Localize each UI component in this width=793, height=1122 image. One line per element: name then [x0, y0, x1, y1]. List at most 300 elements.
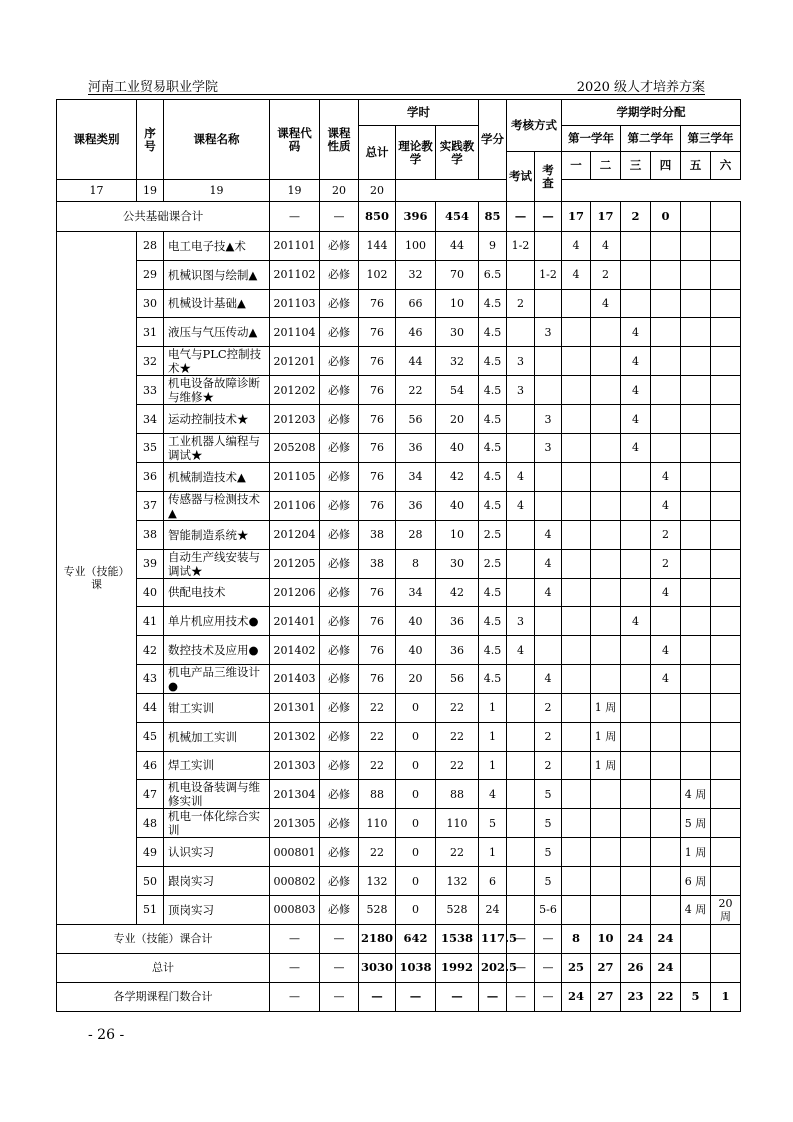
cell-term	[681, 347, 711, 376]
th-nature: 课程性质	[320, 100, 359, 180]
cell-check: 5	[535, 867, 562, 896]
cell-practice: 36	[436, 607, 479, 636]
cell-theory: 40	[396, 636, 436, 665]
cell-total: 76	[359, 462, 396, 491]
cell-term: 4	[591, 289, 621, 318]
cell-exam: —	[507, 924, 535, 953]
cell-term: 24	[651, 953, 681, 982]
cell-term: 2	[591, 260, 621, 289]
cell-code: 000802	[270, 867, 320, 896]
cell-term: 4	[621, 376, 651, 405]
cell-term	[591, 405, 621, 434]
cell-term: 4	[621, 433, 651, 462]
cell-check: —	[535, 202, 562, 232]
cell-term	[591, 607, 621, 636]
cell-theory: 22	[396, 376, 436, 405]
cell-nature: 必修	[320, 722, 359, 751]
page-number: - 26 -	[88, 1027, 125, 1043]
cell-code: 201103	[270, 289, 320, 318]
cell-term	[681, 607, 711, 636]
cell-check: 4	[535, 549, 562, 578]
cell-code: —	[270, 953, 320, 982]
cell-total: —	[359, 982, 396, 1011]
cell-term	[681, 578, 711, 607]
cell-practice: 88	[436, 780, 479, 809]
th-check: 考查	[535, 152, 562, 202]
cell-seq: 50	[137, 867, 164, 896]
cell-term	[562, 809, 591, 838]
cell-credit: 4.5	[479, 607, 507, 636]
cell-course-name: 机电一体化综合实训	[164, 809, 270, 838]
cell-exam	[507, 838, 535, 867]
cell-term	[651, 838, 681, 867]
cell-nature: 必修	[320, 751, 359, 780]
cell-term	[591, 664, 621, 693]
cell-code: 201305	[270, 809, 320, 838]
cell-code: 201201	[270, 347, 320, 376]
cell-nature: 必修	[320, 636, 359, 665]
cell-exam: —	[507, 953, 535, 982]
cell-practice: 10	[436, 289, 479, 318]
cell-nature: 必修	[320, 405, 359, 434]
th-year2: 第二学年	[621, 126, 681, 152]
cell-term: 10	[591, 924, 621, 953]
cell-practice: 70	[436, 260, 479, 289]
cell-term	[591, 867, 621, 896]
cell-check: 2	[535, 722, 562, 751]
cell-term	[651, 289, 681, 318]
cell-exam	[507, 664, 535, 693]
cell-credit: 4.5	[479, 289, 507, 318]
course-row	[57, 289, 741, 318]
cell-course-name: 顶岗实习	[164, 895, 270, 924]
cell-term: 4	[651, 462, 681, 491]
cell-credit: 4.5	[479, 462, 507, 491]
cell-total: 76	[359, 433, 396, 462]
cell-term: 24	[621, 924, 651, 953]
cell-nature: 必修	[320, 664, 359, 693]
th-seq: 序号	[137, 100, 164, 180]
cell-term	[562, 838, 591, 867]
cell-term	[651, 867, 681, 896]
cell-seq: 28	[137, 232, 164, 261]
cell-practice: 42	[436, 462, 479, 491]
cell-term: 22	[651, 982, 681, 1011]
cell-term	[562, 318, 591, 347]
cell-term	[711, 838, 741, 867]
cell-total: 76	[359, 664, 396, 693]
cell-credit: 4.5	[479, 347, 507, 376]
cell-practice: 528	[436, 895, 479, 924]
cell-exam: 3	[507, 376, 535, 405]
cell-check	[535, 607, 562, 636]
cell-credit: 4.5	[479, 664, 507, 693]
cell-credit: 4.5	[479, 636, 507, 665]
cell-exam: 3	[507, 607, 535, 636]
cell-total: 76	[359, 376, 396, 405]
cell-theory: 0	[396, 722, 436, 751]
course-row	[57, 722, 741, 751]
cell-total: 22	[359, 722, 396, 751]
cell-nature: —	[320, 202, 359, 232]
cell-nature: 必修	[320, 780, 359, 809]
cell-check: 5-6	[535, 895, 562, 924]
cell-term: 1 周	[681, 838, 711, 867]
cell-nature: 必修	[320, 549, 359, 578]
cell-code: 201403	[270, 664, 320, 693]
cell-term	[562, 780, 591, 809]
cell-course-name: 单片机应用技术●	[164, 607, 270, 636]
header-row-4	[57, 180, 741, 202]
cell-term	[681, 433, 711, 462]
cell-term	[711, 636, 741, 665]
course-row	[57, 895, 741, 924]
cell-theory: 20	[396, 664, 436, 693]
cell-theory: 8	[396, 549, 436, 578]
cell-code: 201203	[270, 405, 320, 434]
cell-term	[562, 751, 591, 780]
cell-total: 850	[359, 202, 396, 232]
cell-practice: 132	[436, 867, 479, 896]
cell-total: 38	[359, 549, 396, 578]
cell-term	[681, 520, 711, 549]
cell-practice: 56	[436, 664, 479, 693]
th-exam-mode: 考核方式	[507, 100, 562, 152]
cell-practice: —	[436, 982, 479, 1011]
cell-theory: 0	[396, 693, 436, 722]
cell-code: 201303	[270, 751, 320, 780]
cell-term	[621, 664, 651, 693]
cell-term	[621, 260, 651, 289]
cell-exam	[507, 433, 535, 462]
cell-term	[651, 722, 681, 751]
cell-term	[681, 924, 711, 953]
cell-term	[621, 693, 651, 722]
school-name: 河南工业贸易职业学院	[88, 80, 219, 95]
course-row	[57, 549, 741, 578]
cell-theory: 44	[396, 347, 436, 376]
cell-total: 76	[359, 318, 396, 347]
cell-course-name: 认识实习	[164, 838, 270, 867]
cell-credit: 202.5	[479, 953, 507, 982]
cell-exam: 2	[507, 289, 535, 318]
cell-practice: 44	[436, 232, 479, 261]
cell-theory: 0	[396, 780, 436, 809]
course-row	[57, 578, 741, 607]
cell-term	[651, 347, 681, 376]
cell-term	[651, 433, 681, 462]
cell-term: 17	[562, 202, 591, 232]
cell-term	[591, 895, 621, 924]
cell-term	[651, 809, 681, 838]
cell-check	[535, 636, 562, 665]
cell-term	[681, 549, 711, 578]
cell-exam: 1-2	[507, 232, 535, 261]
cell-code: 201206	[270, 578, 320, 607]
cell-term	[562, 376, 591, 405]
cell-practice: 32	[436, 347, 479, 376]
th-week: 17	[57, 180, 137, 202]
cell-term: 27	[591, 982, 621, 1011]
cell-term	[621, 895, 651, 924]
cell-term	[651, 780, 681, 809]
th-hours: 学时	[359, 100, 479, 126]
cell-code: 201106	[270, 491, 320, 520]
cell-seq: 45	[137, 722, 164, 751]
cell-term	[711, 202, 741, 232]
cell-term	[651, 895, 681, 924]
cell-seq: 44	[137, 693, 164, 722]
cell-total: 76	[359, 578, 396, 607]
cell-term	[591, 347, 621, 376]
cell-term	[681, 376, 711, 405]
cell-term: 4	[562, 232, 591, 261]
course-row	[57, 376, 741, 405]
cell-course-name: 机电产品三维设计●	[164, 664, 270, 693]
cell-term	[681, 491, 711, 520]
cell-code: 201105	[270, 462, 320, 491]
cell-total: 76	[359, 607, 396, 636]
cell-seq: 42	[137, 636, 164, 665]
cell-term	[651, 260, 681, 289]
cell-total: 2180	[359, 924, 396, 953]
cell-term	[711, 491, 741, 520]
cell-term	[711, 953, 741, 982]
cell-seq: 51	[137, 895, 164, 924]
cell-credit: 1	[479, 751, 507, 780]
cell-term: 2	[651, 549, 681, 578]
cell-seq: 46	[137, 751, 164, 780]
cell-exam: —	[507, 202, 535, 232]
cell-course-name: 自动生产线安装与调试★	[164, 549, 270, 578]
cell-check: —	[535, 924, 562, 953]
cell-practice: 22	[436, 693, 479, 722]
cell-term	[711, 867, 741, 896]
cell-term	[621, 549, 651, 578]
cell-seq: 33	[137, 376, 164, 405]
cell-check	[535, 289, 562, 318]
cell-seq: 49	[137, 838, 164, 867]
cell-term	[651, 232, 681, 261]
cell-total: 38	[359, 520, 396, 549]
cell-term	[711, 809, 741, 838]
th-week: 20	[320, 180, 359, 202]
cell-seq: 43	[137, 664, 164, 693]
cell-theory: 36	[396, 491, 436, 520]
cell-term	[651, 376, 681, 405]
cell-term	[562, 491, 591, 520]
cell-term: 24	[562, 982, 591, 1011]
cell-term: 4	[621, 405, 651, 434]
cell-course-name: 机电设备装调与维修实训	[164, 780, 270, 809]
cell-term	[591, 578, 621, 607]
cell-check: 2	[535, 751, 562, 780]
cell-theory: 28	[396, 520, 436, 549]
th-year1: 第一学年	[562, 126, 621, 152]
course-row	[57, 693, 741, 722]
course-row	[57, 607, 741, 636]
cell-term	[711, 462, 741, 491]
cell-nature: 必修	[320, 376, 359, 405]
cell-theory: 100	[396, 232, 436, 261]
cell-term	[562, 636, 591, 665]
cell-total: 3030	[359, 953, 396, 982]
cell-seq: 39	[137, 549, 164, 578]
cell-course-name: 机械设计基础▲	[164, 289, 270, 318]
cell-term	[621, 838, 651, 867]
cell-check: 5	[535, 780, 562, 809]
cell-check: 1-2	[535, 260, 562, 289]
cell-check: 2	[535, 693, 562, 722]
cell-exam	[507, 693, 535, 722]
cell-term	[651, 751, 681, 780]
th-term: 三	[621, 152, 651, 180]
th-week: 19	[270, 180, 320, 202]
cell-credit: 1	[479, 693, 507, 722]
cell-term	[711, 780, 741, 809]
cell-term: 17	[591, 202, 621, 232]
cell-term: 23	[621, 982, 651, 1011]
course-row	[57, 664, 741, 693]
cell-term	[681, 953, 711, 982]
cell-exam: 3	[507, 347, 535, 376]
cell-code: 201304	[270, 780, 320, 809]
cell-total: 528	[359, 895, 396, 924]
cell-theory: 0	[396, 751, 436, 780]
cell-theory: 32	[396, 260, 436, 289]
cell-exam: 4	[507, 636, 535, 665]
cell-seq: 29	[137, 260, 164, 289]
cell-credit: 1	[479, 722, 507, 751]
cell-term	[681, 405, 711, 434]
th-term: 一	[562, 152, 591, 180]
cell-term	[711, 232, 741, 261]
cell-credit: 9	[479, 232, 507, 261]
cell-term	[562, 867, 591, 896]
cell-check: 4	[535, 664, 562, 693]
course-row	[57, 260, 741, 289]
course-row	[57, 232, 741, 261]
cell-nature: —	[320, 924, 359, 953]
total-row	[57, 953, 741, 982]
course-row	[57, 867, 741, 896]
course-row	[57, 780, 741, 809]
cell-term	[711, 433, 741, 462]
cell-credit: 2.5	[479, 549, 507, 578]
cell-exam: 4	[507, 462, 535, 491]
cell-term	[711, 347, 741, 376]
cell-total: 22	[359, 751, 396, 780]
course-row	[57, 809, 741, 838]
cell-term: 6 周	[681, 867, 711, 896]
cell-term	[651, 693, 681, 722]
cell-theory: 0	[396, 809, 436, 838]
cell-term	[711, 405, 741, 434]
course-row	[57, 462, 741, 491]
cell-term	[711, 376, 741, 405]
cell-theory: 34	[396, 578, 436, 607]
total-label: 各学期课程门数合计	[57, 982, 270, 1011]
cell-term	[621, 491, 651, 520]
cell-credit: 4.5	[479, 318, 507, 347]
th-term: 四	[651, 152, 681, 180]
cell-term: 20 周	[711, 895, 741, 924]
cell-term	[711, 318, 741, 347]
cell-total: 76	[359, 491, 396, 520]
cell-nature: 必修	[320, 433, 359, 462]
cell-term	[562, 693, 591, 722]
cell-total: 88	[359, 780, 396, 809]
total-row	[57, 982, 741, 1011]
cell-term	[591, 780, 621, 809]
cell-term	[562, 462, 591, 491]
cell-seq: 35	[137, 433, 164, 462]
cell-code: 201302	[270, 722, 320, 751]
cell-course-name: 电工电子技▲术	[164, 232, 270, 261]
cell-term: 1 周	[591, 693, 621, 722]
cell-term	[562, 549, 591, 578]
cell-practice: 40	[436, 491, 479, 520]
cell-code: —	[270, 982, 320, 1011]
page-header	[88, 74, 705, 95]
course-row	[57, 838, 741, 867]
cell-term	[562, 289, 591, 318]
cell-term: 8	[562, 924, 591, 953]
cell-term	[621, 867, 651, 896]
cell-practice: 20	[436, 405, 479, 434]
cell-term: 2	[651, 520, 681, 549]
cell-nature: 必修	[320, 838, 359, 867]
cell-check	[535, 491, 562, 520]
cell-practice: 30	[436, 549, 479, 578]
cell-term	[711, 260, 741, 289]
cell-code: 201104	[270, 318, 320, 347]
cell-check	[535, 376, 562, 405]
cell-credit: —	[479, 982, 507, 1011]
cell-term	[651, 607, 681, 636]
course-row	[57, 636, 741, 665]
cell-exam	[507, 780, 535, 809]
th-name: 课程名称	[164, 100, 270, 180]
cell-theory: 0	[396, 867, 436, 896]
cell-term	[562, 895, 591, 924]
th-term: 六	[711, 152, 741, 180]
cell-nature: 必修	[320, 520, 359, 549]
cell-term: 4	[651, 664, 681, 693]
cell-theory: 1038	[396, 953, 436, 982]
cell-course-name: 运动控制技术★	[164, 405, 270, 434]
cell-nature: 必修	[320, 347, 359, 376]
cell-code: 201202	[270, 376, 320, 405]
cell-term	[621, 636, 651, 665]
cell-nature: 必修	[320, 318, 359, 347]
cell-course-name: 电气与PLC控制技术★	[164, 347, 270, 376]
cell-nature: 必修	[320, 491, 359, 520]
cell-credit: 24	[479, 895, 507, 924]
cell-term: 4	[651, 636, 681, 665]
cell-code: 201101	[270, 232, 320, 261]
cell-code: 201401	[270, 607, 320, 636]
cell-check	[535, 462, 562, 491]
cell-total: 76	[359, 636, 396, 665]
cell-term	[591, 433, 621, 462]
cell-nature: 必修	[320, 693, 359, 722]
cell-credit: 4.5	[479, 433, 507, 462]
th-theory: 理论教学	[396, 126, 436, 180]
cell-term	[651, 318, 681, 347]
th-distribution: 学期学时分配	[562, 100, 741, 126]
cell-total: 144	[359, 232, 396, 261]
